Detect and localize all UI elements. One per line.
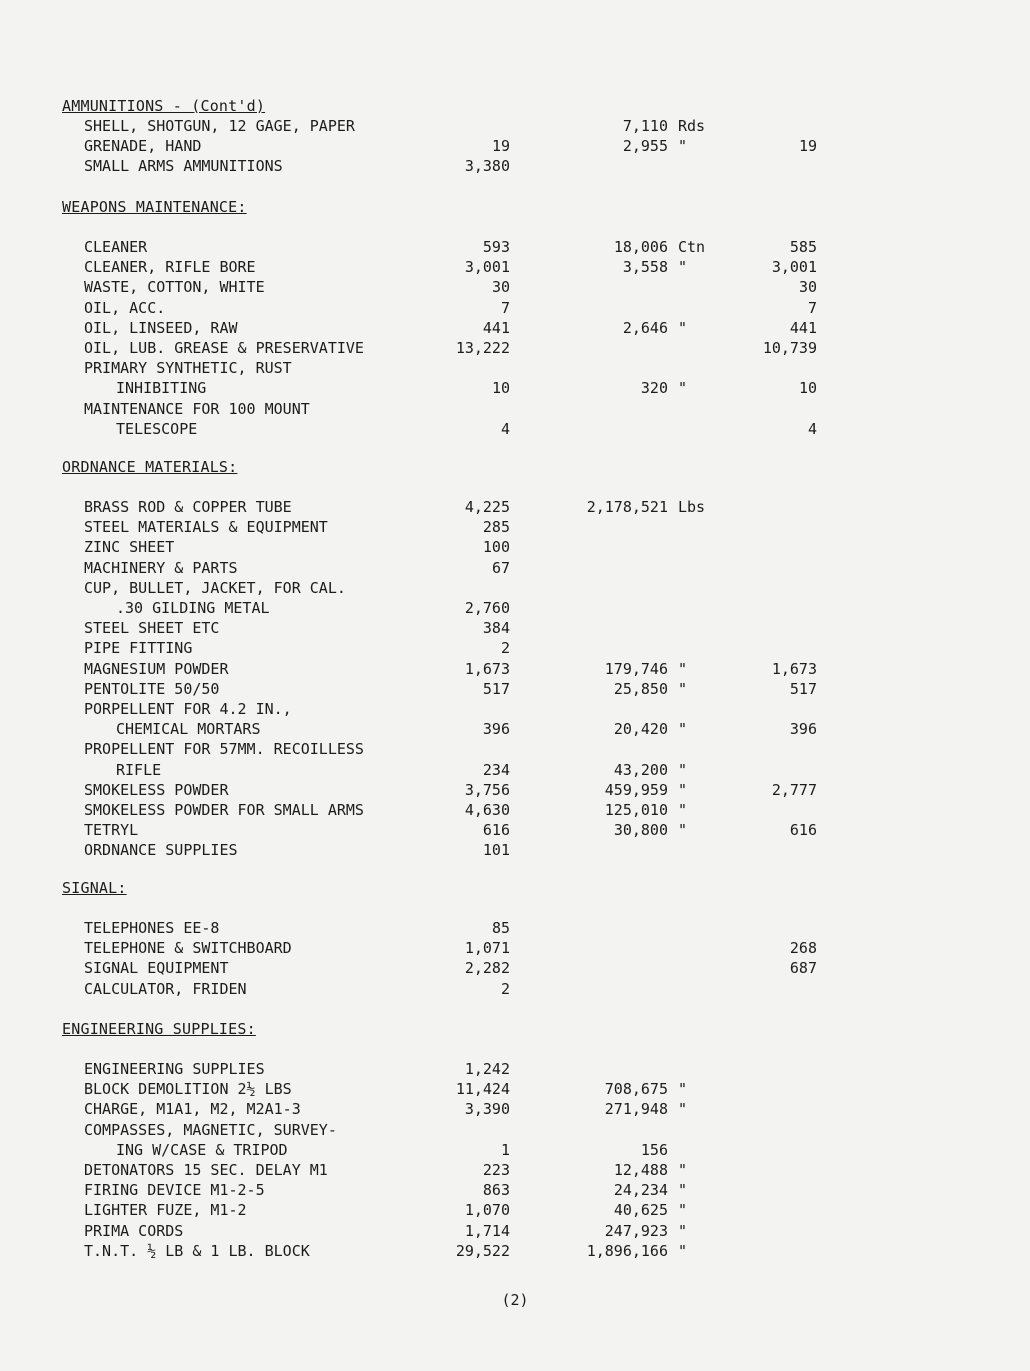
unit-cell: " <box>678 1181 688 1200</box>
quantity-cell: 4,630 <box>464 801 510 819</box>
item-name: TELESCOPE <box>116 419 198 438</box>
amount-cell: 7,110 <box>622 117 668 135</box>
item-name: PENTOLITE 50/50 <box>84 679 220 698</box>
unit-cell: " <box>678 1201 688 1220</box>
balance-cell: 10 <box>798 379 817 398</box>
table-row <box>0 1180 1030 1200</box>
item-name: SMOKELESS POWDER <box>84 780 229 799</box>
balance-cell: 30 <box>798 278 817 297</box>
item-name: CLEANER <box>84 238 148 256</box>
quantity-cell: 1,070 <box>464 1201 510 1220</box>
unit-cell: " <box>678 780 688 799</box>
item-name: CLEANER, RIFLE BORE <box>84 258 256 277</box>
item-name: TETRYL <box>84 821 139 840</box>
table-row <box>0 517 1030 537</box>
item-name: MACHINERY & PARTS <box>84 558 238 577</box>
item-name: SHELL, SHOTGUN, 12 GAGE, PAPER <box>84 117 355 135</box>
table-row <box>0 298 1030 318</box>
quantity-cell: 2 <box>500 639 510 658</box>
table-row <box>0 419 1030 439</box>
unit-cell: " <box>678 679 688 698</box>
quantity-cell: 19 <box>491 137 510 156</box>
amount-cell: 708,675 <box>604 1080 668 1099</box>
quantity-cell: 101 <box>482 841 510 860</box>
section-heading: AMMUNITIONS - (Cont'd) <box>62 97 266 115</box>
balance-cell: 616 <box>789 821 817 840</box>
quantity-cell: 2,760 <box>464 599 510 617</box>
unit-cell: Ctn <box>678 238 706 256</box>
table-row <box>0 318 1030 338</box>
table-row <box>0 918 1030 938</box>
table-row <box>0 800 1030 820</box>
quantity-cell: 1 <box>500 1140 510 1159</box>
item-name: MAINTENANCE FOR 100 MOUNT <box>84 399 310 418</box>
quantity-cell: 396 <box>482 720 510 739</box>
table-row <box>0 399 1030 419</box>
item-name: WASTE, COTTON, WHITE <box>84 278 265 297</box>
item-name: GRENADE, HAND <box>84 137 202 156</box>
item-name: COMPASSES, MAGNETIC, SURVEY- <box>84 1120 337 1139</box>
unit-cell: " <box>678 1241 688 1260</box>
unit-cell: " <box>678 720 688 739</box>
quantity-cell: 3,756 <box>464 780 510 799</box>
quantity-cell: 30 <box>491 278 510 297</box>
table-row <box>0 1120 1030 1140</box>
amount-cell: 2,955 <box>622 137 668 156</box>
table-row <box>0 257 1030 277</box>
unit-cell: " <box>678 1100 688 1119</box>
quantity-cell: 85 <box>491 919 510 937</box>
quantity-cell: 2,282 <box>464 959 510 978</box>
item-name: SMALL ARMS AMMUNITIONS <box>84 157 283 176</box>
item-name: INHIBITING <box>116 379 207 398</box>
balance-cell: 517 <box>789 679 817 698</box>
item-name: BLOCK DEMOLITION 2½ LBS <box>84 1080 292 1099</box>
table-row <box>0 1059 1030 1079</box>
unit-cell: " <box>678 1080 688 1099</box>
quantity-cell: 10 <box>491 379 510 398</box>
item-name: OIL, LUB. GREASE & PRESERVATIVE <box>84 339 364 357</box>
quantity-cell: 67 <box>491 558 510 577</box>
table-row <box>0 136 1030 156</box>
table-row <box>0 958 1030 978</box>
table-row <box>0 358 1030 378</box>
item-name: OIL, ACC. <box>84 298 166 317</box>
quantity-cell: 13,222 <box>455 339 510 357</box>
item-name: RIFLE <box>116 760 162 779</box>
section-heading: WEAPONS MAINTENANCE: <box>62 198 247 216</box>
amount-cell: 320 <box>640 379 668 398</box>
item-name: LIGHTER FUZE, M1-2 <box>84 1201 247 1220</box>
quantity-cell: 517 <box>482 679 510 698</box>
item-name: PIPE FITTING <box>84 639 193 658</box>
unit-cell: " <box>678 1221 688 1240</box>
unit-cell: Lbs <box>678 498 706 516</box>
section-heading: ENGINEERING SUPPLIES: <box>62 1020 256 1038</box>
table-row <box>0 237 1030 257</box>
amount-cell: 271,948 <box>604 1100 668 1119</box>
unit-cell: " <box>678 258 688 277</box>
item-name: T.N.T. ½ LB & 1 LB. BLOCK <box>84 1241 310 1260</box>
quantity-cell: 441 <box>482 318 510 337</box>
page-number: (2) <box>501 1291 529 1309</box>
balance-cell: 585 <box>789 238 817 256</box>
quantity-cell: 223 <box>482 1161 510 1179</box>
table-row <box>0 820 1030 840</box>
item-name: CUP, BULLET, JACKET, FOR CAL. <box>84 578 346 597</box>
table-row <box>0 497 1030 517</box>
quantity-cell: 234 <box>482 760 510 779</box>
amount-cell: 43,200 <box>613 760 668 779</box>
quantity-cell: 384 <box>482 619 510 638</box>
balance-cell: 1,673 <box>771 659 817 678</box>
table-row <box>0 618 1030 638</box>
unit-cell: " <box>678 659 688 678</box>
item-name: STEEL MATERIALS & EQUIPMENT <box>84 518 328 537</box>
item-name: TELEPHONES EE-8 <box>84 919 220 937</box>
item-name: .30 GILDING METAL <box>116 599 270 617</box>
item-name: DETONATORS 15 SEC. DELAY M1 <box>84 1161 328 1179</box>
unit-cell: " <box>678 801 688 819</box>
quantity-cell: 1,071 <box>464 939 510 958</box>
balance-cell: 268 <box>789 939 817 958</box>
amount-cell: 459,959 <box>604 780 668 799</box>
table-row <box>0 840 1030 860</box>
table-row <box>0 578 1030 598</box>
item-name: ZINC SHEET <box>84 538 175 557</box>
amount-cell: 20,420 <box>613 720 668 739</box>
item-name: PRIMARY SYNTHETIC, RUST <box>84 359 292 378</box>
quantity-cell: 3,390 <box>464 1100 510 1119</box>
table-row <box>0 1099 1030 1119</box>
quantity-cell: 29,522 <box>455 1241 510 1260</box>
table-row <box>0 598 1030 618</box>
balance-cell: 10,739 <box>762 339 817 357</box>
quantity-cell: 1,714 <box>464 1221 510 1240</box>
table-row <box>0 338 1030 358</box>
quantity-cell: 616 <box>482 821 510 840</box>
item-name: ING W/CASE & TRIPOD <box>116 1140 288 1159</box>
table-row <box>0 1079 1030 1099</box>
amount-cell: 125,010 <box>604 801 668 819</box>
quantity-cell: 2 <box>500 979 510 998</box>
amount-cell: 24,234 <box>613 1181 668 1200</box>
unit-cell: " <box>678 1161 688 1179</box>
item-name: PORPELLENT FOR 4.2 IN., <box>84 700 292 718</box>
item-name: CALCULATOR, FRIDEN <box>84 979 247 998</box>
item-name: ENGINEERING SUPPLIES <box>84 1060 265 1078</box>
table-row <box>0 638 1030 658</box>
amount-cell: 179,746 <box>604 659 668 678</box>
item-name: BRASS ROD & COPPER TUBE <box>84 498 292 516</box>
balance-cell: 19 <box>798 137 817 156</box>
item-name: TELEPHONE & SWITCHBOARD <box>84 939 292 958</box>
amount-cell: 1,896,166 <box>586 1241 668 1260</box>
amount-cell: 2,178,521 <box>586 498 668 516</box>
quantity-cell: 593 <box>482 238 510 256</box>
item-name: FIRING DEVICE M1-2-5 <box>84 1181 265 1200</box>
table-row <box>0 156 1030 176</box>
table-row <box>0 378 1030 398</box>
table-row <box>0 277 1030 297</box>
table-row <box>0 1140 1030 1160</box>
quantity-cell: 285 <box>482 518 510 537</box>
balance-cell: 2,777 <box>771 780 817 799</box>
amount-cell: 30,800 <box>613 821 668 840</box>
table-row <box>0 760 1030 780</box>
section-heading: SIGNAL: <box>62 879 127 897</box>
table-row <box>0 537 1030 557</box>
table-row <box>0 679 1030 699</box>
unit-cell: " <box>678 137 688 156</box>
item-name: MAGNESIUM POWDER <box>84 659 229 678</box>
balance-cell: 7 <box>807 298 817 317</box>
balance-cell: 4 <box>807 419 817 438</box>
item-name: SMOKELESS POWDER FOR SMALL ARMS <box>84 801 364 819</box>
unit-cell: " <box>678 318 688 337</box>
table-row <box>0 719 1030 739</box>
quantity-cell: 1,673 <box>464 659 510 678</box>
quantity-cell: 863 <box>482 1181 510 1200</box>
quantity-cell: 100 <box>482 538 510 557</box>
amount-cell: 12,488 <box>613 1161 668 1179</box>
item-name: CHARGE, M1A1, M2, M2A1-3 <box>84 1100 301 1119</box>
quantity-cell: 1,242 <box>464 1060 510 1078</box>
table-row <box>0 979 1030 999</box>
item-name: CHEMICAL MORTARS <box>116 720 261 739</box>
table-row <box>0 780 1030 800</box>
table-row <box>0 1200 1030 1220</box>
balance-cell: 687 <box>789 959 817 978</box>
table-row <box>0 558 1030 578</box>
amount-cell: 18,006 <box>613 238 668 256</box>
amount-cell: 247,923 <box>604 1221 668 1240</box>
balance-cell: 441 <box>789 318 817 337</box>
amount-cell: 156 <box>640 1140 668 1159</box>
item-name: PRIMA CORDS <box>84 1221 184 1240</box>
item-name: OIL, LINSEED, RAW <box>84 318 238 337</box>
table-row <box>0 1221 1030 1241</box>
balance-cell: 396 <box>789 720 817 739</box>
table-row <box>0 116 1030 136</box>
amount-cell: 25,850 <box>613 679 668 698</box>
balance-cell: 3,001 <box>771 258 817 277</box>
table-row <box>0 699 1030 719</box>
table-row <box>0 1160 1030 1180</box>
item-name: STEEL SHEET ETC <box>84 619 220 638</box>
unit-cell: " <box>678 760 688 779</box>
item-name: ORDNANCE SUPPLIES <box>84 841 238 860</box>
unit-cell: Rds <box>678 117 706 135</box>
table-row <box>0 659 1030 679</box>
quantity-cell: 3,001 <box>464 258 510 277</box>
table-row <box>0 938 1030 958</box>
item-name: SIGNAL EQUIPMENT <box>84 959 229 978</box>
unit-cell: " <box>678 379 688 398</box>
section-heading: ORDNANCE MATERIALS: <box>62 458 238 476</box>
table-row <box>0 1241 1030 1261</box>
unit-cell: " <box>678 821 688 840</box>
quantity-cell: 4,225 <box>464 498 510 516</box>
quantity-cell: 3,380 <box>464 157 510 176</box>
quantity-cell: 7 <box>500 298 510 317</box>
amount-cell: 40,625 <box>613 1201 668 1220</box>
quantity-cell: 4 <box>500 419 510 438</box>
item-name: PROPELLENT FOR 57MM. RECOILLESS <box>84 740 364 759</box>
amount-cell: 2,646 <box>622 318 668 337</box>
table-row <box>0 739 1030 759</box>
amount-cell: 3,558 <box>622 258 668 277</box>
quantity-cell: 11,424 <box>455 1080 510 1099</box>
